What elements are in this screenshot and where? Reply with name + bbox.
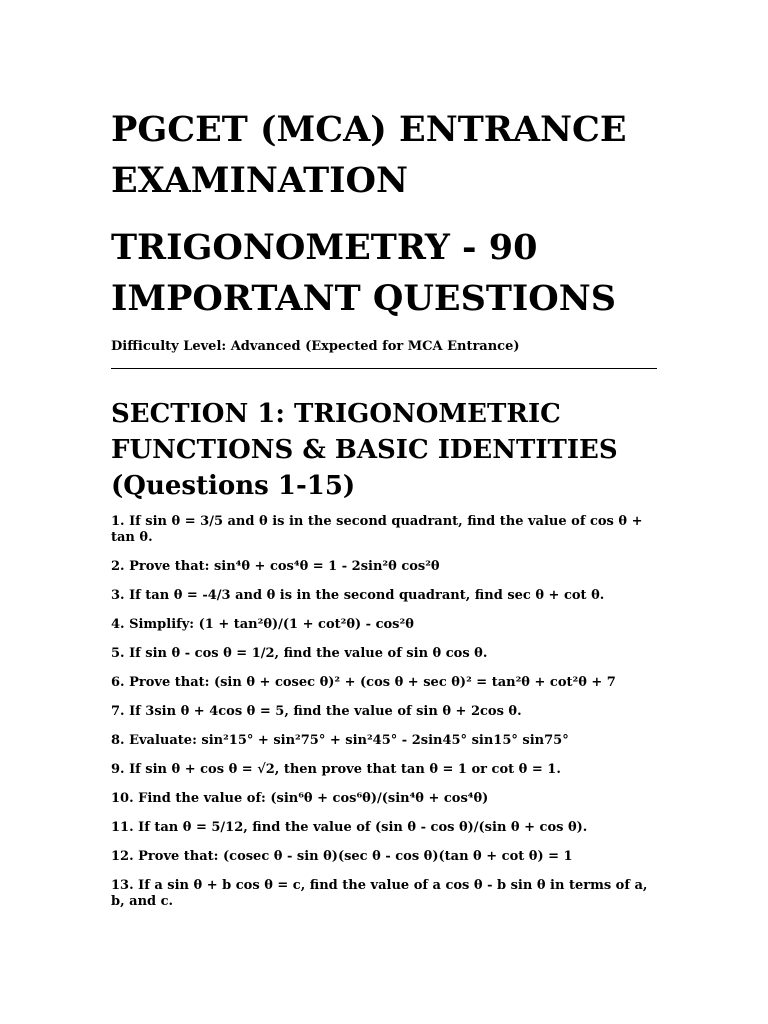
document-subtitle: TRIGONOMETRY - 90 IMPORTANT QUESTIONS — [111, 227, 617, 319]
question-item: 11. If tan θ = 5/12, find the value of (sin θ - cos θ)/(sin θ + cos θ). — [111, 820, 588, 835]
question-item: 7. If 3sin θ + 4cos θ = 5, find the value of sin θ + 2cos θ. — [111, 704, 522, 719]
question-item: 2. Prove that: sin⁴θ + cos⁴θ = 1 - 2sin²θ cos²θ — [111, 559, 440, 574]
question-item: 4. Simplify: (1 + tan²θ)/(1 + cot²θ) - cos²θ — [111, 617, 414, 632]
question-item: 9. If sin θ + cos θ = √2, then prove that tan θ = 1 or cot θ = 1. — [111, 762, 561, 777]
question-item: 10. Find the value of: (sin⁶θ + cos⁶θ)/(sin⁴θ + cos⁴θ) — [111, 791, 489, 806]
document-title: PGCET (MCA) ENTRANCE EXAMINATION — [111, 109, 627, 201]
question-item: 6. Prove that: (sin θ + cosec θ)² + (cos θ + sec θ)² = tan²θ + cot²θ + 7 — [111, 675, 616, 690]
document-page — [111, 104, 658, 923]
question-item: 8. Evaluate: sin²15° + sin²75° + sin²45° - 2sin45° sin15° sin75° — [111, 733, 569, 748]
question-item: 3. If tan θ = -4/3 and θ is in the second quadrant, find sec θ + cot θ. — [111, 588, 605, 603]
difficulty-level: Difficulty Level: Advanced (Expected for MCA Entrance) — [111, 339, 520, 354]
question-item: 5. If sin θ - cos θ = 1/2, find the value of sin θ cos θ. — [111, 646, 488, 661]
question-list — [111, 514, 658, 910]
question-item: 13. If a sin θ + b cos θ = c, find the value of a cos θ - b sin θ in terms of a, b, and c. — [111, 878, 648, 909]
section-title: SECTION 1: TRIGONOMETRIC FUNCTIONS & BASIC IDENTITIES (Questions 1-15) — [111, 399, 618, 501]
horizontal-divider — [111, 368, 657, 369]
question-item: 12. Prove that: (cosec θ - sin θ)(sec θ - cos θ)(tan θ + cot θ) = 1 — [111, 849, 573, 864]
question-item: 1. If sin θ = 3/5 and θ is in the second quadrant, find the value of cos θ + tan θ. — [111, 514, 643, 545]
